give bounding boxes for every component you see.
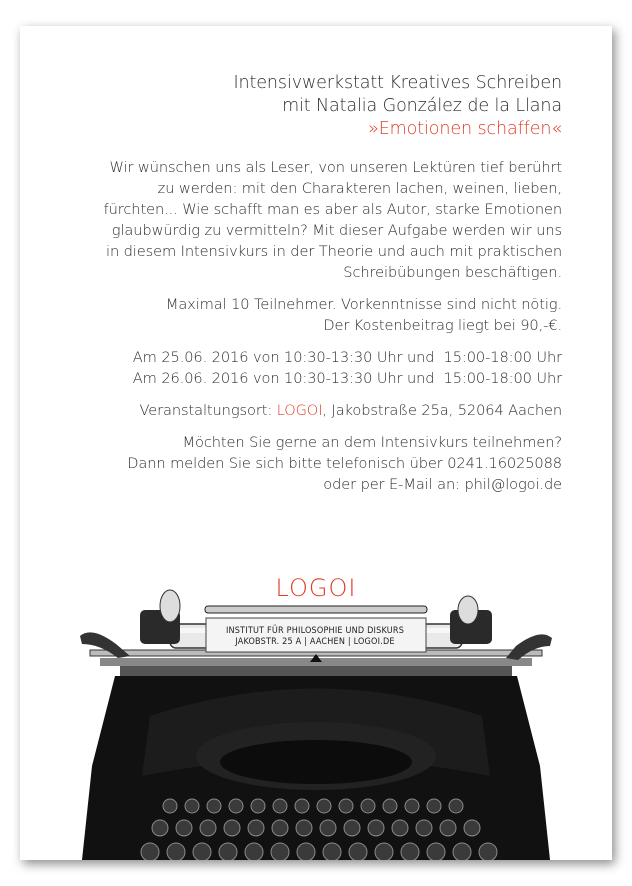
contact-line: Möchten Sie gerne an dem Intensivkurs teilnehmen?: [182, 434, 562, 451]
heading-line-1: Intensivwerkstatt Kreatives Schreiben: [233, 73, 562, 93]
intro-paragraph: [42, 157, 562, 283]
dates-paragraph: [42, 347, 562, 389]
logo-card-line-2: JAKOBSTR. 25 A | AACHEN | LOGOI.DE: [235, 637, 395, 647]
venue-prefix: Veranstaltungsort:: [139, 402, 277, 419]
venue-paragraph: [42, 400, 562, 421]
contact-paragraph: [42, 432, 562, 495]
contact-line: Dann melden Sie sich bitte telefonisch über 0241.16025088: [127, 455, 562, 472]
logo-card-line-1: INSTITUT FÜR PHILOSOPHIE UND DISKURS: [225, 626, 405, 636]
intro-line: fürchten... Wie schafft man es aber als Autor, starke Emotionen: [103, 201, 562, 218]
heading-line-2: mit Natalia González de la Llana: [282, 96, 562, 116]
intro-line: zu werden: mit den Charakteren lachen, weinen, lieben,: [157, 180, 562, 197]
typewriter-illustration: [20, 566, 612, 860]
participants-paragraph: [42, 294, 562, 336]
date-line: Am 26.06. 2016 von 10:30-13:30 Uhr und 15:00-18:00 Uhr: [132, 370, 562, 387]
participants-line: Der Kostenbeitrag liegt bei 90,-€.: [323, 317, 562, 334]
date-line: Am 25.06. 2016 von 10:30-13:30 Uhr und 15:00-18:00 Uhr: [132, 349, 562, 366]
logo-wordmark: LOGOI: [275, 574, 357, 602]
flyer-text: [42, 72, 562, 506]
heading-subtitle: »Emotionen schaffen«: [368, 119, 562, 139]
venue-name-link[interactable]: LOGOI: [276, 402, 323, 419]
venue-address: , Jakobstraße 25a, 52064 Aachen: [322, 402, 562, 419]
intro-line: Wir wünschen uns als Leser, von unseren Lektüren tief berührt: [109, 159, 562, 176]
flyer-page: [20, 26, 612, 860]
logo-card: [215, 626, 415, 648]
intro-line: in diesem Intensivkurs in der Theorie und auch mit praktischen: [105, 243, 562, 260]
venue-line: [42, 400, 562, 421]
flyer-body: [42, 157, 562, 495]
intro-line: Schreibübungen beschäftigen.: [343, 264, 562, 281]
intro-line: glaubwürdig zu vermitteln? Mit dieser Aufgabe werden wir uns: [111, 222, 562, 239]
participants-line: Maximal 10 Teilnehmer. Vorkenntnisse sind nicht nötig.: [165, 296, 562, 313]
heading: [42, 72, 562, 141]
contact-line: oder per E-Mail an: phil@logoi.de: [323, 476, 562, 493]
